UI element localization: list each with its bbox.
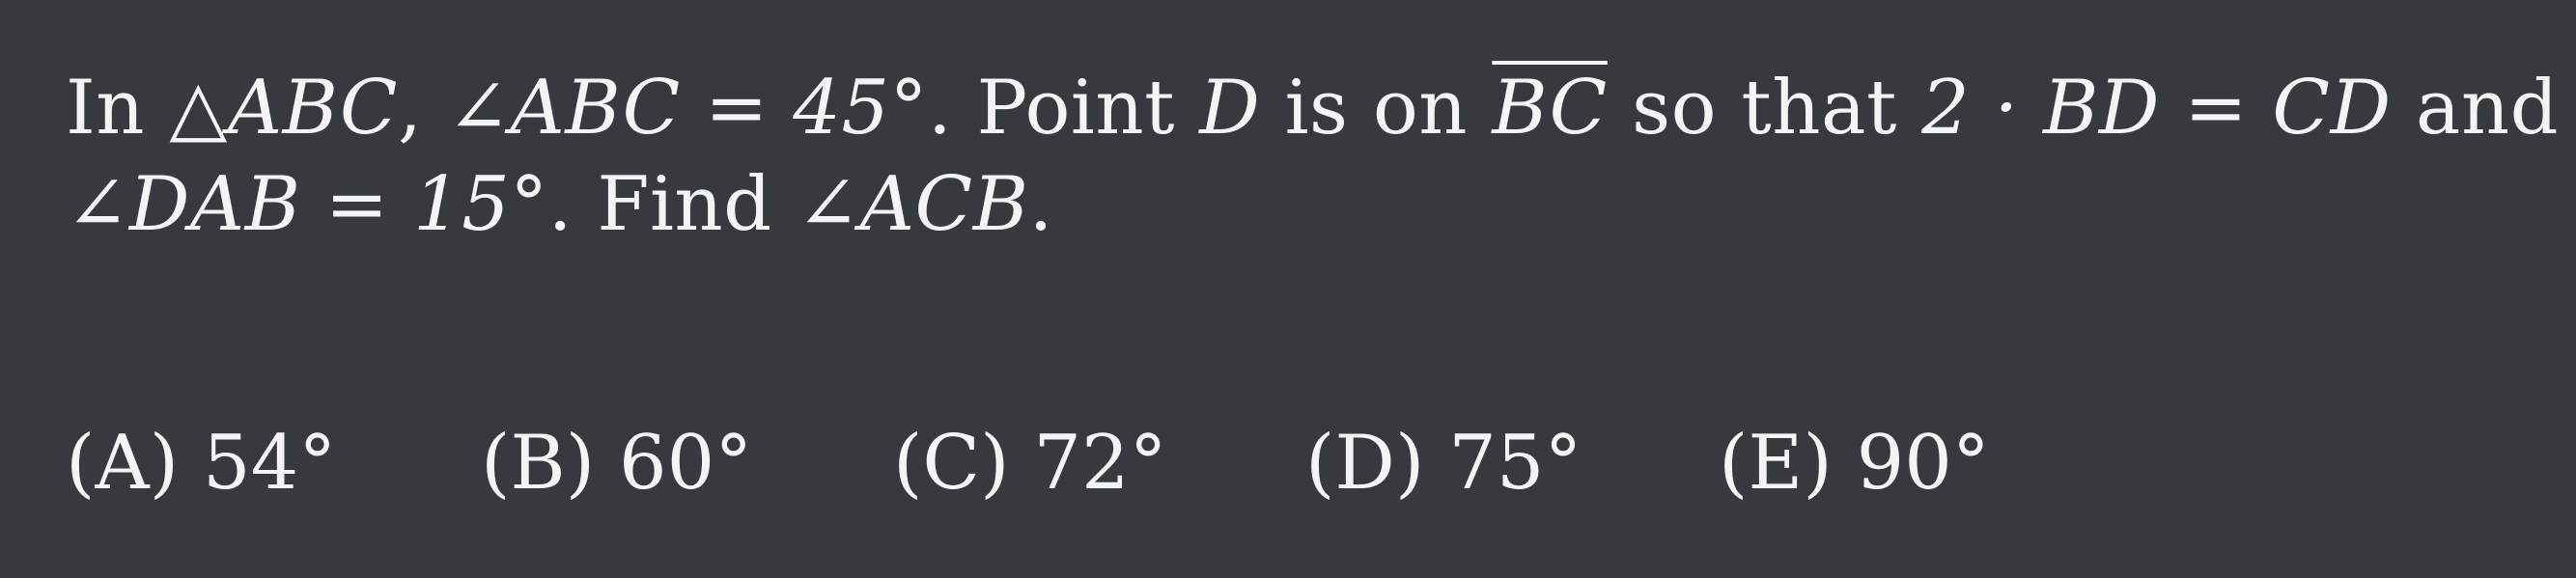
choice-label: (D) xyxy=(1305,420,1425,507)
choice-label: (B) xyxy=(481,420,596,507)
text-period: . xyxy=(1028,161,1053,248)
math-angle-acb: ∠ACB xyxy=(796,161,1029,248)
math-angle-abc: ∠ABC = 45° xyxy=(446,65,929,151)
text-find: . Find xyxy=(547,161,797,248)
math-triangle-abc: △ABC xyxy=(169,65,399,151)
text-comma: , xyxy=(398,65,447,151)
text-is-on: is on xyxy=(1260,65,1493,151)
text-and: and xyxy=(2391,65,2560,151)
problem-line-1 xyxy=(66,60,2560,156)
choice-c[interactable] xyxy=(893,415,1167,511)
math-segment-bc: $\overline{BC}$ xyxy=(1492,65,1608,151)
choice-e[interactable] xyxy=(1719,415,1990,511)
choice-label: (E) xyxy=(1719,420,1833,507)
choice-label: (C) xyxy=(893,420,1010,507)
choice-d[interactable] xyxy=(1305,415,1582,511)
text-so-that: so that xyxy=(1607,65,1922,151)
choice-b[interactable] xyxy=(481,415,752,511)
choice-value: 54° xyxy=(203,420,337,507)
choice-a[interactable] xyxy=(66,415,336,511)
text-point: . Point xyxy=(928,65,1200,151)
choice-value: 60° xyxy=(618,420,753,507)
choice-value: 90° xyxy=(1856,420,1990,507)
math-point-d: D xyxy=(1199,65,1261,151)
text-in: In xyxy=(66,65,170,151)
problem-line-2 xyxy=(66,156,2537,253)
answer-choices xyxy=(66,415,2479,521)
math-ratio-condition: 2 · BD = CD xyxy=(1921,65,2392,151)
choice-label: (A) xyxy=(66,420,180,507)
choice-value: 75° xyxy=(1448,420,1582,507)
math-angle-dab: ∠DAB = 15° xyxy=(66,161,548,248)
choice-value: 72° xyxy=(1033,420,1167,507)
problem-statement xyxy=(66,60,2560,253)
